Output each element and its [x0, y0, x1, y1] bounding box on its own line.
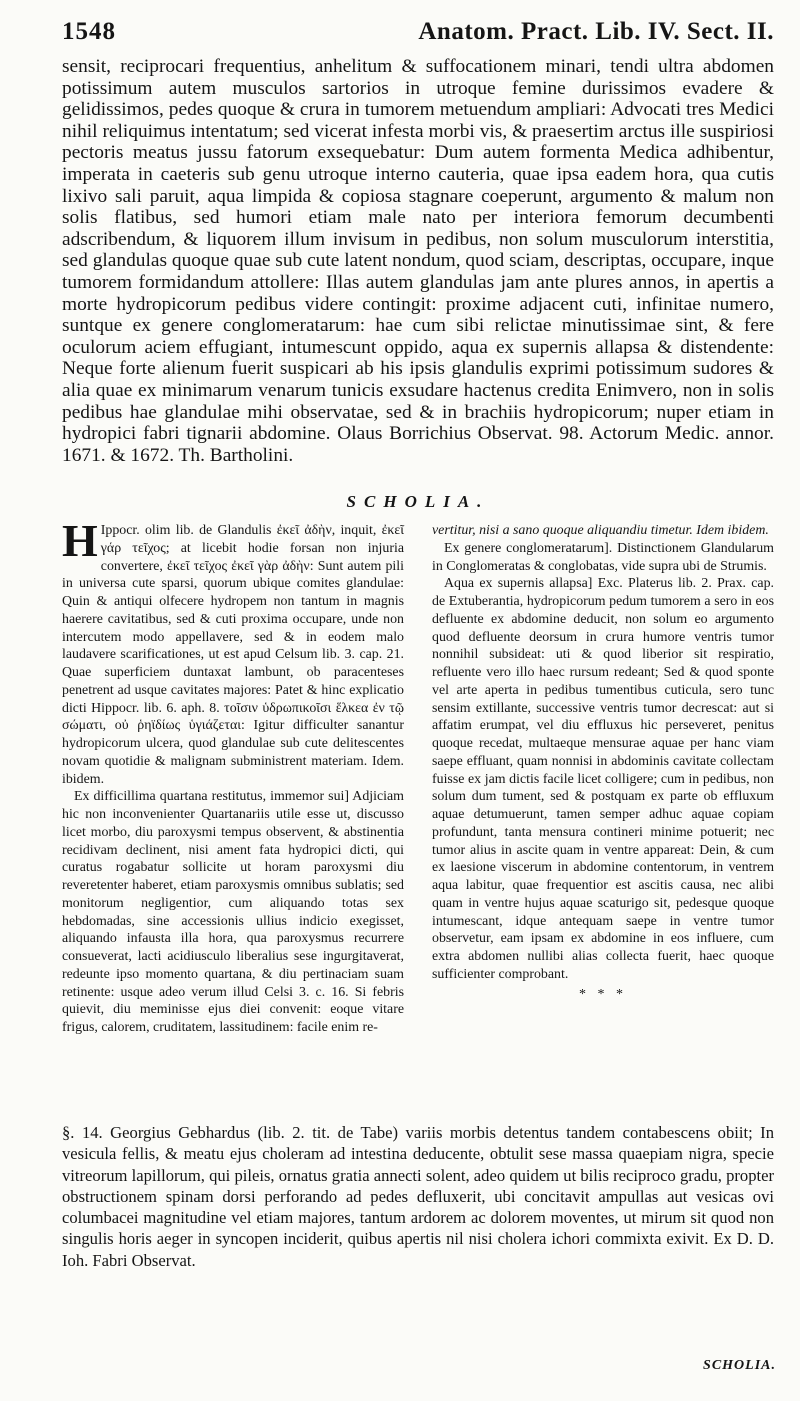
catchword: SCHOLIA. — [703, 1358, 776, 1373]
scholia-text: Ippocr. olim lib. de Glandulis ἐκεῖ ἀδὴν, inquit, ἐκεῖ γάρ τεῖχος; at licebit hodie forsan non injuria convertere, ἐκεῖ τεῖχος ἐκεῖ γὰρ ἀδὴν: Sunt autem pili in universa cute sparsi, quorum ubique comites glandulae: Quin & antiqui olfecere hydropem non tantum in magnis haerere cavitatibus, sed & cuti proxima occupare, unde non intercutem modo appellavere, sed & in eodem malo laudavere scarificationes, ut est apud Celsum lib. 3. cap. 21. Quae superficiem duntaxat lambunt, ob paracenteses penetrent ad usque cavitates majores: Patet & hinc explicatio dicti Hippocr. lib. 6. aph. 8. τοῖσιν ὑδρωπικοῖσι ἕλκεα ἐν τῷ σώματι, οὐ ῥηϊδίως ὑγιάζεται: Igitur difficulter sanantur hydropicorum ulcera, quod glandulae sub cute delitescentes novam quotidie & malignam subministrent materiam. Idem. ibidem. — [62, 523, 404, 787]
page-header — [62, 18, 774, 52]
scholia-columns — [62, 515, 774, 1100]
running-head: Anatom. Pract. Lib. IV. Sect. II. — [418, 18, 774, 45]
drop-cap: H — [62, 515, 98, 566]
scholia-paragraph: Aqua ex supernis allapsa] Exc. Platerus lib. 2. Prax. cap. de Extuberantia, hydropicorum pedum tumorem a sero in eos defluente ex abdomine deducit, non solum eo argumento quod defluente deorsum in crura humore ventris tumor nonnihil subsideat: uti & quod liberior sit respiratio, refluente vero illo haec rursum redeant; Sed & quod sponte vel arte aperta in pedibus tumentibus cuticula, sero tunc sensim extillante, successive ventris tumor decrescat: aut si affatim erumpat, vel diu effluxus hic perseveret, penitus quoque recedat, multaeque mensurae aquae per hanc viam saepe effluant, quam nonnisi in abdominis cavitate collectam fuisse ex jam dictis facile licet colligere; cum in pedibus, non solum dum tument, sed & postquam ex parte ob effluxum aquae detumuerunt, tamen semper adhuc aquae copiam profundunt, tanta mensura contineri minime potuerit; nec tumor alius in ascite quam in ventre appareat: Dein, & cum ex laesione viscerum in abdomine contentorum, in ventrem aqua labitur, quae frequentior est ascitis causa, nec alibi quam in ventre hujus aquae scaturigo sit, pedesque quoque intumescant, idque antequam saepe in ventre tumor observetur, eam ipsam ex abdomine in eos influere, cum extra abdomen nullibi alias collecta fuerit, haec quoque sufficienter comprobant. — [432, 576, 774, 982]
scholia-left-column — [62, 515, 404, 1100]
main-text-block: sensit, reciprocari frequentius, anhelitum & suffocationem minari, tendi ultra abdomen potissimum autem musculos sartorios in utroque femine durissimos evadere & gelidissimos, pedes quoque & crura in tumorem metuendum ampliari: Advocati tres Medici nihil reliquimus intentatum; sed vicerat infesta morbi vis, & praesertim arctus ille suspiriosi pectoris meatus jussu fatorum exsequebatur: Dum autem formenta Medica adhibentur, imperata in caeteris sub genu utroque interno cauteria, quae ipsa eadem hora, qua cutis lixivo sali paruit, aqua limpida & copiosa stagnare coeperunt, argumento & malum non solis flatibus, sed humori etiam male nato per interiora femorum decumbenti adscribendum, & liquorem illum invisum in pedibus, non solum musculorum interstitia, sed glandulas quoque quae sub cute latent nondum, quod sciam, descriptas, occupare, inque tumorem formidandum attollere: Illas autem glandulas jam ante plures annos, in apertis a morte hydropicorum pedibus videre contingit: proxime adjacent cuti, infinitae numero, suntque ex genere conglomeratarum: hae cum sibi relictae minutissimae sint, & fere oculorum aciem effugiant, intumescunt oppido, aqua ex supernis allapsa & distendente: Neque forte alienum fuerit suspicari ab his ipsis glandulis exprimi potissimum sudores & alia quae ex minimarum venarum tunicis exsudare hactenus credita Enimvero, non in solis pedibus hae glandulae mihi observatae, sed & in brachiis hydropicorum; nuper etiam in hydropici fabri tignarii abdomine. Olaus Borrichius Observat. 98. Actorum Medic. annor. 1671. & 1672. Th. Bartholini. — [62, 56, 774, 466]
section-14-paragraph: §. 14. Georgius Gebhardus (lib. 2. tit. de Tabe) variis morbis detentus tandem contabescens obiit; In vesicula fellis, & meatu ejus choleram ad intestina deducente, obtulit sese massa quaepiam nigra, specie vitreorum lapillorum, qui pileis, ornatus gratia annecti solent, adeo quidem ut bilis reciproco gradu, propter obstructionem spinam dorsi perforando ad pedes defluxerit, ubi concitavit ampullas aut vesicas ovi columbacei magnitudine vel etiam majores, tantum ardorem ac dolorem moventes, ut mirum sit quod non singulis horis aeger in syncopen inciderit, quibus apertis nil nisi cholera ichori commixta exivit. Ex D. D. Ioh. Fabri Observat. — [62, 1123, 774, 1270]
section-heading: SCHOLIA. — [346, 492, 490, 511]
page-number: 1548 — [62, 18, 116, 45]
scholia-right-column — [432, 522, 774, 1100]
end-ornament: * * * — [579, 986, 627, 1002]
scholia-paragraph: Ex genere conglomeratarum]. Distinctionem Glandularum in Conglomeratas & conglobatas, vide supra ubi de Strumis. — [432, 540, 774, 574]
scholia-paragraph: Ex difficillima quartana restitutus, immemor sui] Adjiciam hic non inconvenienter Quartanariis utile esse ut, discusso licet morbo, diu paroxysmi tempus observent, & abstinentia recidivam declinent, nisi ament fata hydropici dicti, qui curatus rogabatur sollicite ut horam paroxysmi diu reveretenter haberet, etiam paroxysmis omnibus sublatis; sed monitorum negligentior, cum aliquando totas sex hebdomadas, sine accessionis ullius indicio exegisset, aliquando infausta illa hora, qua paroxysmus recurrere consueverat, lacti acidiusculo liberalius sese ingurgitaverat, redeunte ipso momento quartana, & diu pertinaciam suam retinente: usque adeo verum illud Celsi 3. c. 16. Si febris quievit, diu meminisse ejus diei convenit: eoque vitare frigus, calorem, cruditatem, lassitudinem: facile enim re- — [62, 789, 404, 1035]
scholia-paragraph: vertitur, nisi a sano quoque aliquandiu timetur. Idem ibidem. — [432, 523, 769, 538]
scholia-paragraph — [62, 515, 404, 788]
